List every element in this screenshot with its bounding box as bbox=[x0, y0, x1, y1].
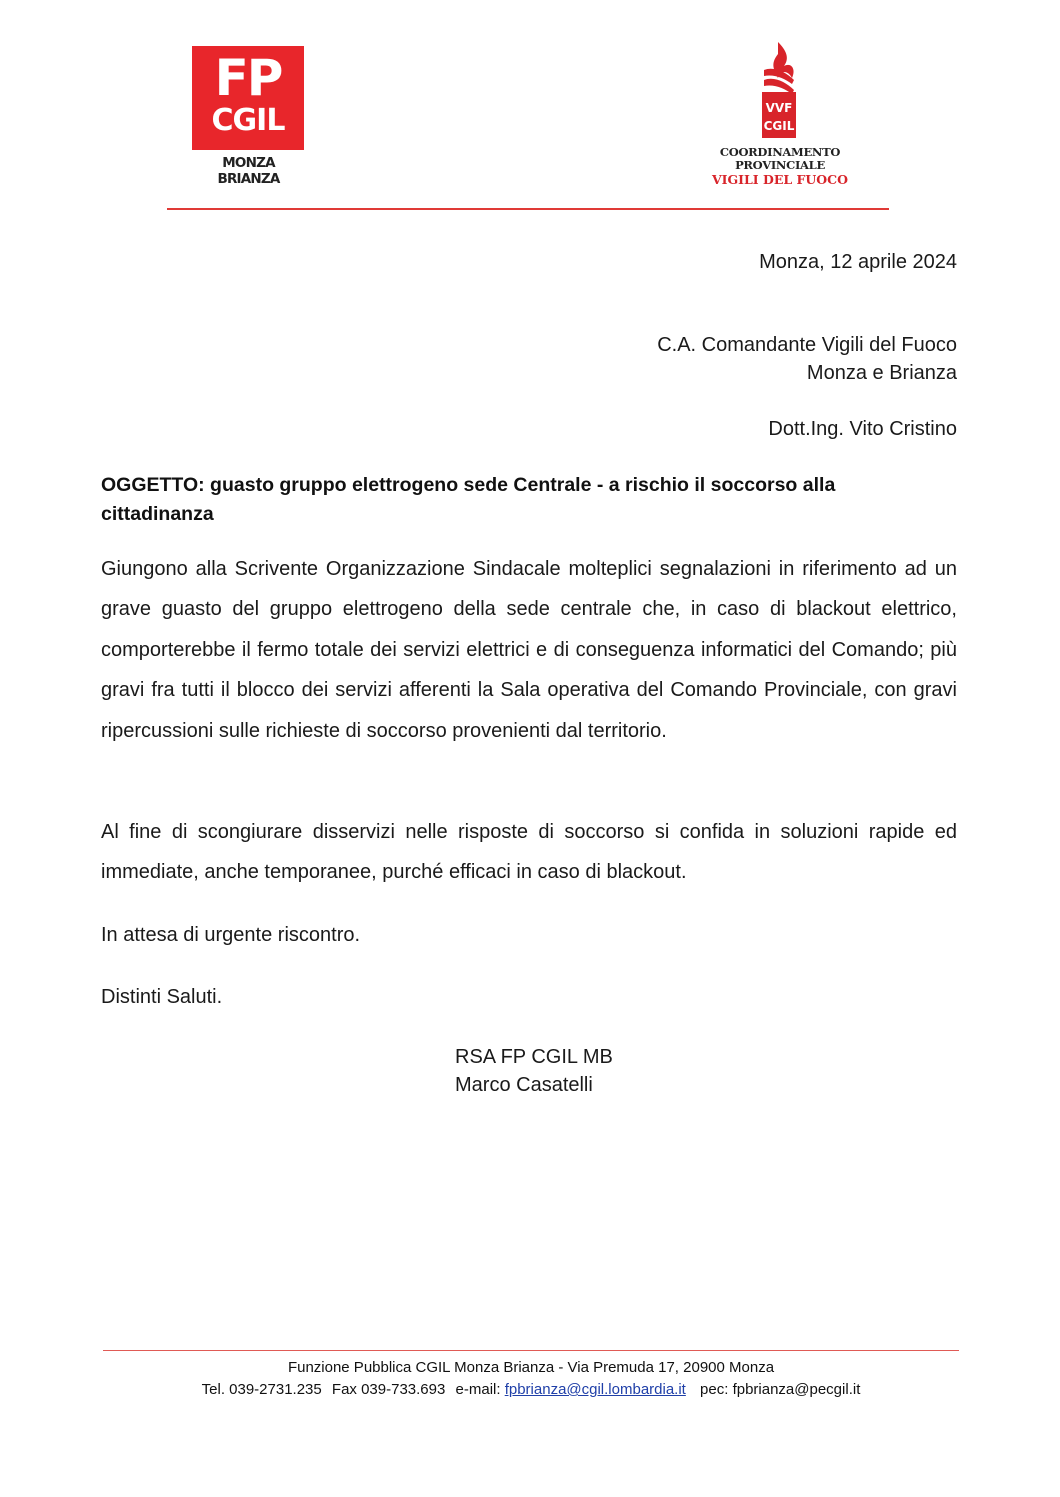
signature-block bbox=[455, 1043, 613, 1099]
footer-fax: Fax 039-733.693 bbox=[331, 1381, 446, 1398]
footer-pec: fpbrianza@pecgil.it bbox=[732, 1381, 861, 1398]
signature-name: Marco Casatelli bbox=[455, 1074, 593, 1096]
footer-address: Funzione Pubblica CGIL Monza Brianza - Via Premuda 17, 20900 Monza bbox=[287, 1359, 775, 1376]
vvf-cgil-logo bbox=[680, 40, 880, 187]
logo-coordinamento: COORDINAMENTO PROVINCIALE bbox=[719, 145, 841, 172]
footer-email-label: e-mail: bbox=[455, 1381, 501, 1398]
fp-cgil-logo bbox=[192, 46, 305, 187]
logo-subtitle: MONZA BRIANZA bbox=[217, 155, 280, 187]
footer-email-link[interactable]: fpbrianza@cgil.lombardia.it bbox=[504, 1381, 686, 1398]
logo-vigili-del-fuoco: VIGILI DEL FUOCO bbox=[711, 172, 849, 187]
footer-divider bbox=[103, 1350, 959, 1351]
paragraph-closing-request: In attesa di urgente riscontro. bbox=[101, 924, 361, 946]
logo-cgil-text: CGIL bbox=[211, 103, 285, 138]
recipient-line-1: C.A. Comandante Vigili del Fuoco bbox=[657, 334, 957, 356]
paragraph-1: Giungono alla Scrivente Organizzazione Sindacale molteplici segnalazioni in riferimento ad un grave guasto del gruppo elettrogeno della sede centrale che, in caso di blackout elettrico, comporterebbe il fermo totale dei servizi elettrici e di conseguenza informatici del Comando; più gravi fra tutti il blocco dei servizi afferenti la Sala operativa del Comando Provinciale, con gravi ripercussioni sulle richieste di soccorso provenienti dal territorio. bbox=[101, 558, 957, 742]
recipient-name: Dott.Ing. Vito Cristino bbox=[768, 418, 957, 440]
recipient-line-2: Monza e Brianza bbox=[806, 362, 957, 384]
flame-emblem-icon bbox=[756, 40, 804, 140]
header-divider bbox=[167, 208, 889, 210]
footer bbox=[103, 1357, 959, 1401]
fp-cgil-logo-box bbox=[192, 46, 304, 150]
letter-subject: OGGETTO: guasto gruppo elettrogeno sede Centrale - a rischio il soccorso alla cittadinanza bbox=[101, 474, 836, 525]
logo-fp-text: FP bbox=[214, 49, 282, 107]
footer-pec-label: pec: bbox=[700, 1381, 729, 1398]
emblem-cgil-text: CGIL bbox=[763, 119, 795, 133]
signature-organization: RSA FP CGIL MB bbox=[455, 1046, 613, 1068]
paragraph-greeting: Distinti Saluti. bbox=[101, 986, 223, 1008]
footer-contacts bbox=[103, 1379, 959, 1401]
recipient-block bbox=[657, 331, 957, 387]
paragraph-2: Al fine di scongiurare disservizi nelle risposte di soccorso si confida in soluzioni rapide ed immediate, anche temporanee, purché efficaci in caso di blackout. bbox=[101, 821, 957, 884]
letter-date: Monza, 12 aprile 2024 bbox=[759, 251, 957, 273]
emblem-vvf-text: VVF bbox=[765, 101, 793, 115]
footer-tel: Tel. 039-2731.235 bbox=[201, 1381, 322, 1398]
